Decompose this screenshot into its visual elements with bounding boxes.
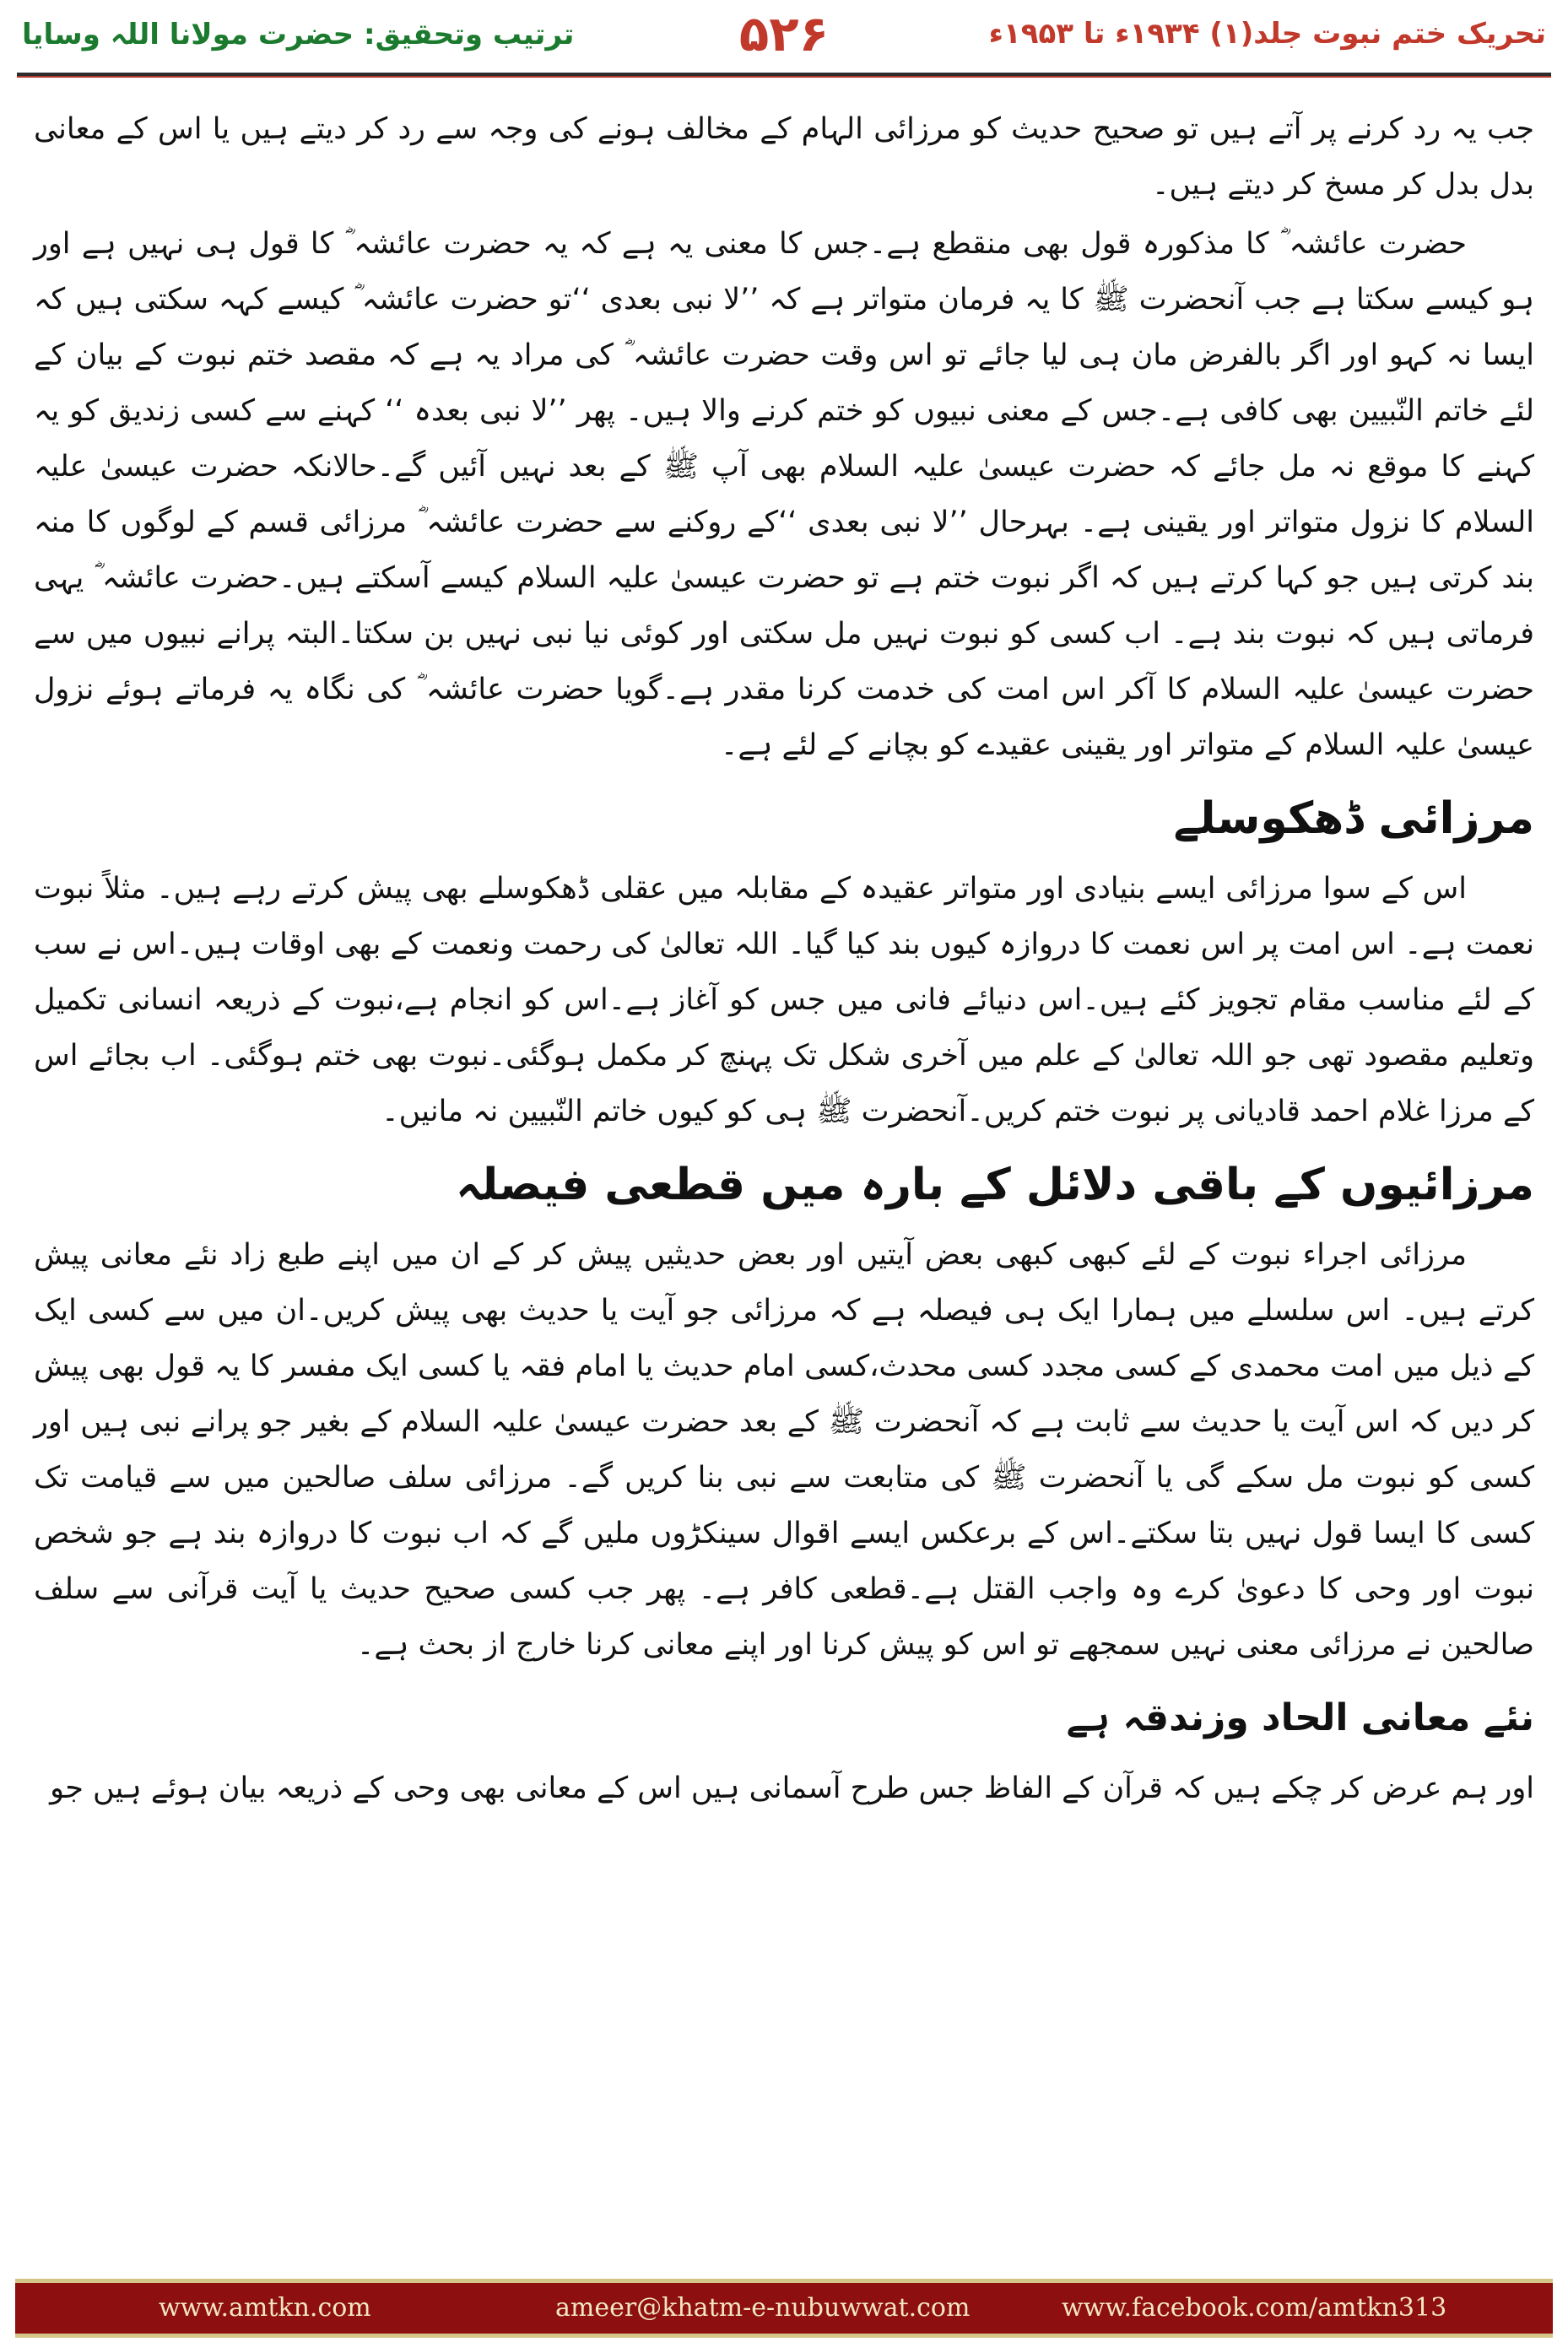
paragraph: مرزائی اجراء نبوت کے لئے کبھی کبھی بعض آیتیں اور بعض حدیثیں پیش کر کے ان میں اپنے طبع زاد نئے معانی پیش کرتے ہیں۔ اس سلسلے میں ہمارا ایک ہی فیصلہ ہے کہ مرزائی جو آیت یا حدیث بھی پیش کریں۔ان میں سے کسی ایک کے ذیل میں امت محمدی کے کسی مجدد کسی محدث،کسی امام حدیث یا امام فقہ یا کسی ایک مفسر کا یہ قول بھی پیش کر دیں کہ اس آیت یا حدیث سے ثابت ہے کہ آنحضرت ﷺ کے بعد حضرت عیسیٰ علیہ السلام کے بغیر جو پرانے نبی ہیں اور کسی کو نبوت مل سکے گی یا آنحضرت ﷺ کی متابعت سے نبی بنا کریں گے۔ مرزائی سلف صالحین میں سے قیامت تک کسی کا ایسا قول نہیں بتا سکتے۔اس کے برعکس ایسے اقوال سینکڑوں ملیں گے کہ اب نبوت کا دروازہ بند ہے جو شخص نبوت اور وحی کا دعویٰ کرے وہ واجب القتل ہے۔قطعی کافر ہے۔ پھر جب کسی صحیح حدیث یا آیت قرآنی سے سلف صالحین نے مرزائی معنی نہیں سمجھے تو اس کو پیش کرنا اور اپنے معانی کرنا خارج از بحث ہے۔: [34, 1238, 1534, 1662]
paragraph: حضرت عائشہ ؓ کا مذکورہ قول بھی منقطع ہے۔جس کا معنی یہ ہے کہ یہ حضرت عائشہ ؓ کا قول ہی نہیں ہے اور ہو کیسے سکتا ہے جب آنحضرت ﷺ کا یہ فرمان متواتر ہے کہ ’’لا نبی بعدی ‘‘تو حضرت عائشہ ؓ کیسے کہہ سکتی ہیں کہ ایسا نہ کہو اور اگر بالفرض مان ہی لیا جائے تو اس وقت حضرت عائشہ ؓ کی مراد یہ ہے کہ مقصد ختم نبوت کے بیان کے لئے خاتم النّبیین بھی کافی ہے۔جس کے معنی نبیوں کو ختم کرنے والا ہیں۔ پھر ’’لا نبی بعدہ ‘‘ کہنے سے کسی زندیق کو یہ کہنے کا موقع نہ مل جائے کہ حضرت عیسیٰ علیہ السلام بھی آپ ﷺ کے بعد نہیں آئیں گے۔حالانکہ حضرت عیسیٰ علیہ السلام کا نزول متواتر اور یقینی ہے۔ بہرحال ’’لا نبی بعدی ‘‘کے روکنے سے حضرت عائشہ ؓ مرزائی قسم کے لوگوں کا منہ بند کرتی ہیں جو کہا کرتے ہیں کہ اگر نبوت ختم ہے تو حضرت عیسیٰ علیہ السلام کیسے آسکتے ہیں۔حضرت عائشہ ؓ یہی فرماتی ہیں کہ نبوت بند ہے۔ اب کسی کو نبوت نہیں مل سکتی اور کوئی نیا نبی نہیں بن سکتا۔البتہ پرانے نبیوں میں سے حضرت عیسیٰ علیہ السلام کا آکر اس امت کی خدمت کرنا مقدر ہے۔گویا حضرت عائشہ ؓ کی نگاہ یہ فرماتے ہوئے نزول عیسیٰ علیہ السلام کے متواتر اور یقینی عقیدے کو بچانے کے لئے ہے۔: [34, 227, 1534, 762]
page-body: [34, 101, 1534, 1820]
page-header: [0, 0, 1568, 68]
paragraph: جب یہ رد کرنے پر آتے ہیں تو صحیح حدیث کو مرزائی الہام کے مخالف ہونے کی وجہ سے رد کر دیتے ہیں یا اس کے معانی بدل بدل کر مسخ کر دیتے ہیں۔: [34, 112, 1534, 202]
email-link[interactable]: ameer@khatm-e-nubuwwat.com: [555, 2293, 971, 2323]
section-heading: نئے معانی الحاد وزندقہ ہے: [1066, 1696, 1534, 1739]
book-title: تحریک ختم نبوت جلد(۱) ۱۹۳۴ء تا ۱۹۵۳ء: [988, 17, 1546, 51]
page-footer: [0, 2279, 1568, 2342]
website-link[interactable]: www.amtkn.com: [159, 2293, 371, 2323]
section-heading: مرزائی ڈھکوسلے: [1173, 793, 1534, 844]
footer-bar: [15, 2279, 1553, 2338]
page-number: ۵۲۶: [738, 5, 830, 62]
paragraph: اس کے سوا مرزائی ایسے بنیادی اور متواتر عقیدہ کے مقابلہ میں عقلی ڈھکوسلے بھی پیش کرتے رہے ہیں۔ مثلاً نبوت نعمت ہے۔ اس امت پر اس نعمت کا دروازہ کیوں بند کیا گیا۔ اللہ تعالیٰ کی رحمت ونعمت کے بھی اوقات ہیں۔اس نے سب کے لئے مناسب مقام تجویز کئے ہیں۔اس دنیائے فانی میں جس کو آغاز ہے۔اس کو انجام ہے،نبوت کے ذریعہ انسانی تکمیل وتعلیم مقصود تھی جو اللہ تعالیٰ کے علم میں آخری شکل تک پہنچ کر مکمل ہوگئی۔نبوت بھی ختم ہوگئی۔ اب بجائے اس کے مرزا غلام احمد قادیانی پر نبوت ختم کریں۔آنحضرت ﷺ ہی کو کیوں خاتم النّبیین نہ مانیں۔: [34, 872, 1534, 1128]
header-divider: [17, 73, 1551, 78]
paragraph: اور ہم عرض کر چکے ہیں کہ قرآن کے الفاظ جس طرح آسمانی ہیں اس کے معانی بھی وحی کے ذریعہ بیان ہوئے ہیں جو: [50, 1771, 1534, 1805]
facebook-link[interactable]: www.facebook.com/amtkn313: [1062, 2293, 1447, 2323]
compiler-credit: ترتیب وتحقیق: حضرت مولانا اللہ وسایا: [22, 18, 575, 51]
section-heading: مرزائیوں کے باقی دلائل کے بارہ میں قطعی فیصلہ: [456, 1160, 1534, 1210]
